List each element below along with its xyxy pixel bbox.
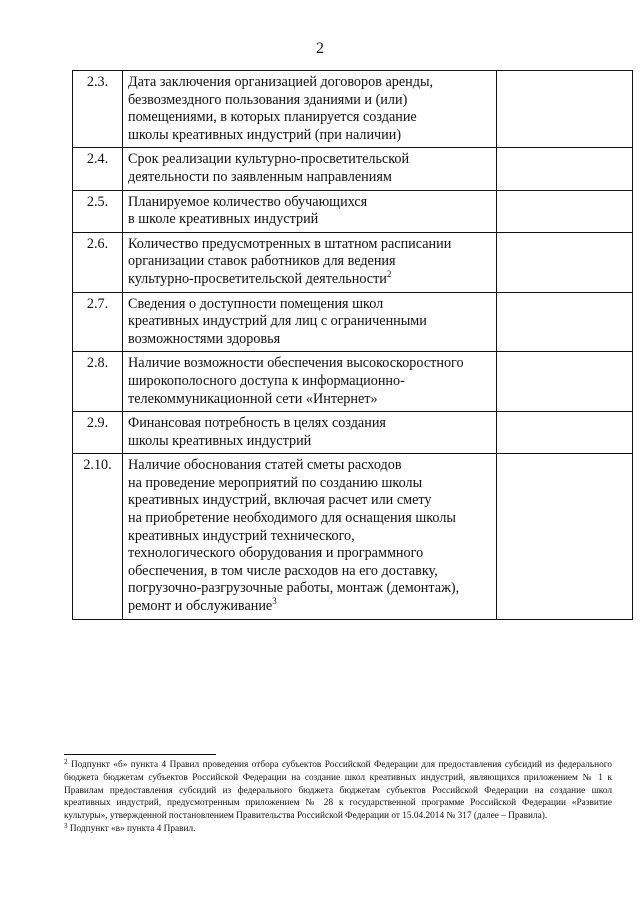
criterion-line: Срок реализации культурно-просветительской [128, 151, 410, 168]
footnote-reference: 3 [272, 596, 277, 607]
row-number: 2.4. [73, 148, 123, 190]
criterion-line: на приобретение необходимого для оснащения школы [128, 510, 456, 527]
criterion-line: Планируемое количество обучающихся [128, 193, 368, 210]
table-row [73, 232, 633, 292]
criterion-line: Наличие возможности обеспечения высокоскоростного [128, 355, 464, 372]
criterion-line: погрузочно-разгрузочные работы, монтаж (демонтаж), [128, 580, 460, 597]
criterion-line: Количество предусмотренных в штатном расписании [128, 235, 452, 252]
footnote [64, 823, 612, 836]
criterion-line: школы креативных индустрий (при наличии) [128, 126, 402, 143]
criterion-text [123, 232, 497, 292]
value-cell[interactable] [497, 412, 633, 454]
criterion-line: школы креативных индустрий [128, 432, 312, 449]
value-cell[interactable] [497, 190, 633, 232]
value-cell[interactable] [497, 148, 633, 190]
criterion-line: помещениями, в которых планируется создание [128, 109, 417, 126]
criterion-line-text: культурно-просветительской деятельности [128, 270, 387, 287]
criterion-line: технологического оборудования и программного [128, 545, 424, 562]
footnote-divider [64, 754, 216, 755]
criterion-line: Дата заключения организацией договоров аренды, [128, 74, 434, 90]
criterion-line: организации ставок работников для ведения [128, 253, 396, 270]
row-number: 2.3. [73, 71, 123, 148]
criterion-line: обеспечения, в том числе расходов на его доставку, [128, 562, 438, 579]
table-row [73, 412, 633, 454]
footnote-text: Подпункт «б» пункта 4 Правил проведения отбора субъектов Российской Федерации для предоставления субсидий из федерального бюджета бюджетам субъектов Российской Федерации на создание школ креативных индустрий, являющихся приложением № 1 к Правилам предоставления субсидий из федерального бюджета бюджетам субъектов Российской Федерации на создание школ креативных индустрий, предусмотренным приложением № 28 к государственной программе Российской Федерации «Развитие культуры», утвержденной постановлением Правительства Российской Федерации от 15.04.2014 № 317 (далее – Правила). [64, 760, 612, 822]
criterion-line: креативных индустрий технического, [128, 527, 355, 544]
criterion-text [123, 148, 497, 190]
table-row [73, 454, 633, 619]
criterion-line: на проведение мероприятий по созданию школы [128, 474, 423, 491]
criterion-line: возможностями здоровья [128, 330, 281, 347]
table-row [73, 71, 633, 148]
row-number: 2.6. [73, 232, 123, 292]
value-cell[interactable] [497, 352, 633, 412]
row-number: 2.9. [73, 412, 123, 454]
value-cell[interactable] [497, 71, 633, 148]
value-cell[interactable] [497, 292, 633, 352]
table-row [73, 148, 633, 190]
criterion-line: безвозмездного пользования зданиями и (или) [128, 91, 408, 108]
criterion-line [128, 268, 492, 289]
table-row [73, 352, 633, 412]
row-number: 2.7. [73, 292, 123, 352]
criterion-text [123, 412, 497, 454]
criterion-line [128, 598, 492, 616]
criterion-line: Сведения о доступности помещения школ [128, 295, 384, 312]
value-cell[interactable] [497, 454, 633, 619]
criterion-text [123, 292, 497, 352]
criterion-text [123, 71, 497, 148]
value-cell[interactable] [497, 232, 633, 292]
criterion-line: креативных индустрий, включая расчет или смету [128, 492, 432, 509]
page-number: 2 [316, 40, 324, 57]
criterion-line: телекоммуникационной сети «Интернет» [128, 390, 378, 407]
row-number: 2.8. [73, 352, 123, 412]
criterion-line-text: ремонт и обслуживание [128, 598, 273, 615]
footnote-mark: 2 [64, 758, 68, 766]
criterion-line: широкополосного доступа к информационно- [128, 372, 405, 389]
criterion-line: креативных индустрий для лиц с ограниченными [128, 313, 427, 330]
criterion-line: Наличие обоснования статей сметы расходов [128, 457, 402, 474]
criterion-line: деятельности по заявленным направлениям [128, 168, 392, 185]
criteria-table [72, 70, 633, 620]
criterion-text [123, 454, 497, 619]
table-row [73, 292, 633, 352]
criterion-line: в школе креативных индустрий [128, 211, 319, 228]
footnote-text: Подпункт «в» пункта 4 Правил. [69, 823, 196, 834]
row-number: 2.10. [73, 454, 123, 619]
criterion-line: Финансовая потребность в целях создания [128, 415, 386, 432]
criterion-text [123, 190, 497, 232]
footnotes [64, 759, 612, 836]
footnote [64, 759, 612, 823]
table-row [73, 190, 633, 232]
row-number: 2.5. [73, 190, 123, 232]
criteria-table-body [73, 71, 633, 620]
criterion-text [123, 352, 497, 412]
footnote-mark: 3 [64, 821, 68, 830]
footnote-reference: 2 [386, 268, 392, 279]
